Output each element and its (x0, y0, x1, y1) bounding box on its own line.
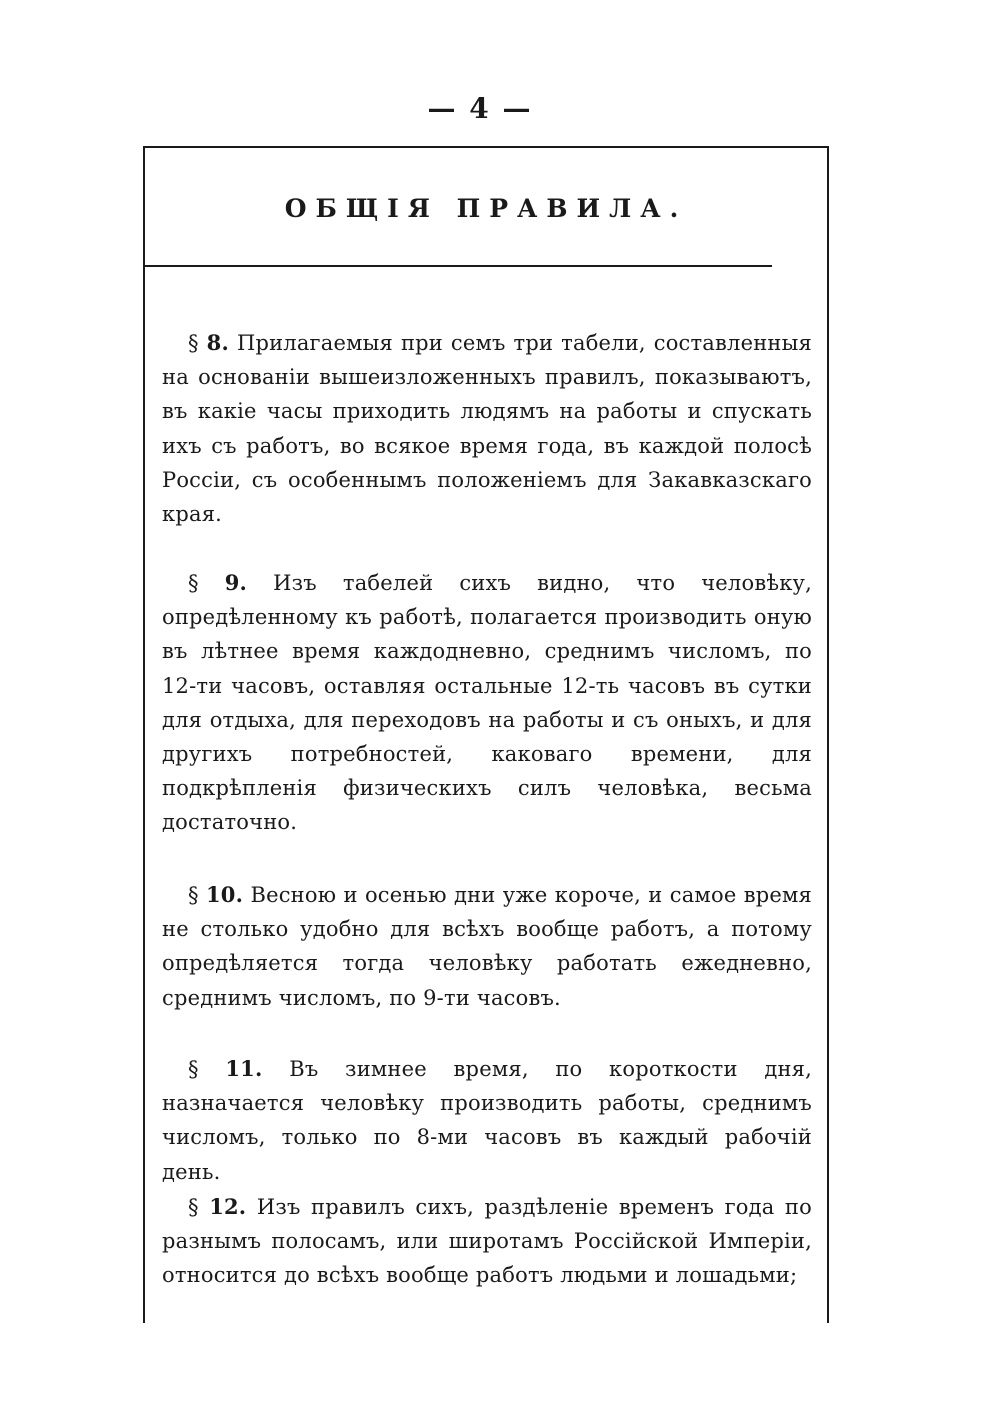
section-symbol: § (188, 571, 199, 595)
section-symbol: § (188, 1057, 199, 1081)
paragraph-number: 11. (225, 1056, 263, 1081)
paragraph-text: Весною и осенью дни уже короче, и самое время не столько удобно для всѣхъ вообще работъ, а потому опредѣляется тогда человѣку работать ежедневно, среднимъ числомъ, по 9-ти часовъ. (162, 883, 812, 1010)
section-symbol: § (188, 331, 199, 355)
paragraph-9 (162, 566, 812, 840)
title-divider (145, 265, 772, 267)
paragraph-10 (162, 878, 812, 1015)
section-symbol: § (188, 1195, 199, 1219)
section-title: ОБЩІЯ ПРАВИЛА. (284, 194, 688, 223)
paragraph-text: Изъ правилъ сихъ, раздѣленіе временъ года по разнымъ полосамъ, или широтамъ Россійской Имперіи, относится до всѣхъ вообще работъ людьми и лошадьми; (162, 1195, 812, 1288)
paragraph-number: 9. (224, 570, 248, 595)
paragraph-text: Прилагаемыя при семъ три табели, составленныя на основаніи вышеизложенныхъ правилъ, показываютъ, въ какіе часы приходить людямъ на работы и спускать ихъ съ работъ, во всякое время года, въ каждой полосѣ Россіи, съ особеннымъ положеніемъ для Закавказскаго края. (162, 331, 812, 527)
paragraph-11 (162, 1052, 812, 1189)
paragraph-12 (162, 1190, 812, 1293)
section-symbol: § (188, 883, 199, 907)
page-number: — 4 — (427, 92, 533, 125)
paragraph-number: 8. (206, 330, 229, 355)
paragraph-number: 12. (209, 1194, 247, 1219)
paragraph-number: 10. (206, 882, 244, 907)
paragraph-text: Въ зимнее время, по короткости дня, назначается человѣку производить работы, среднимъ числомъ, только по 8-ми часовъ въ каждый рабочій день. (162, 1057, 812, 1184)
paragraph-8 (162, 326, 812, 531)
paragraph-text: Изъ табелей сихъ видно, что человѣку, опредѣленному къ работѣ, полагается производить оную въ лѣтнее время каждодневно, среднимъ числомъ, по 12-ти часовъ, оставляя остальные 12-ть часовъ въ сутки для отдыха, для переходовъ на работы и съ оныхъ, и для другихъ потребностей, каковаго времени, для подкрѣпленія физическихъ силъ человѣка, весьма достаточно. (162, 571, 812, 835)
